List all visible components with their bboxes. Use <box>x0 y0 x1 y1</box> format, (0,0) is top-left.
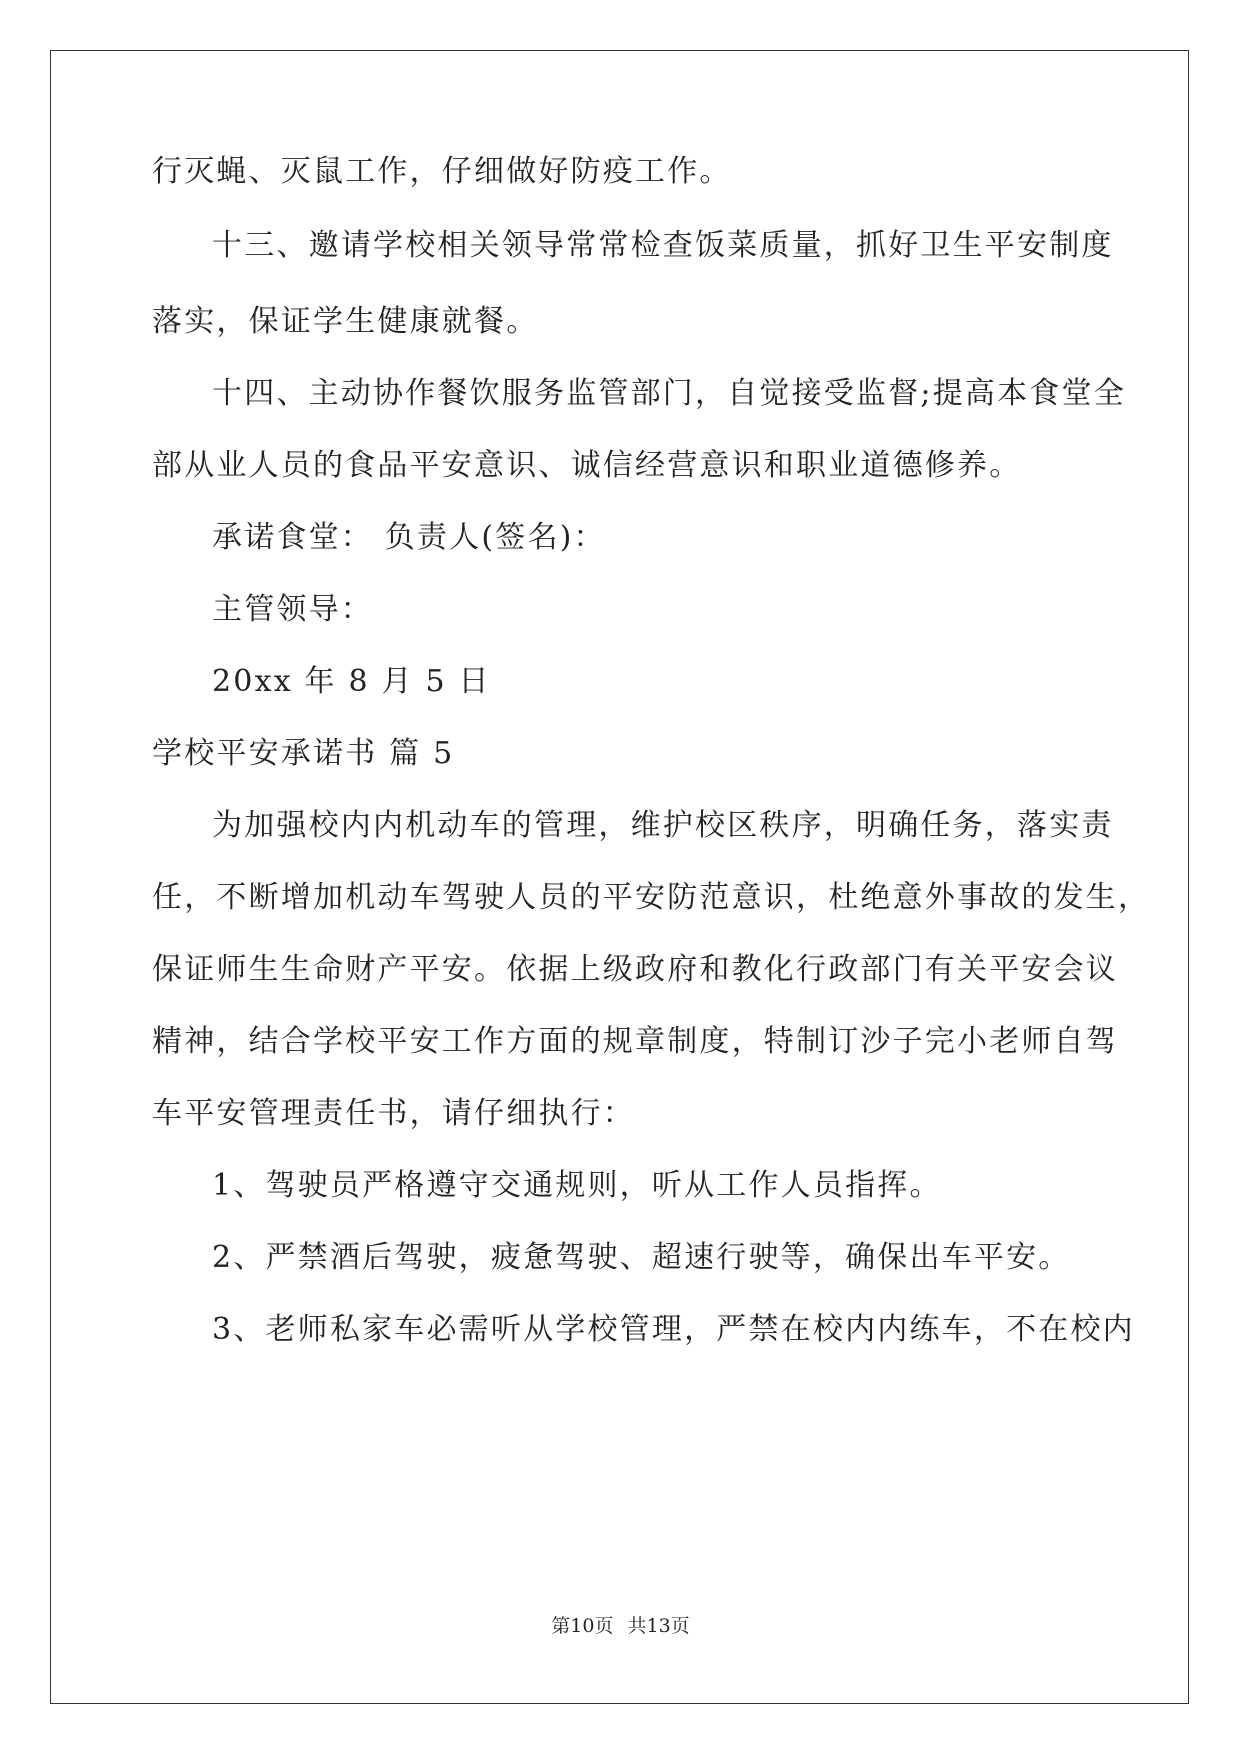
page-total: 共13页 <box>627 1615 690 1637</box>
list-item: 1、驾驶员严格遵守交通规则，听从工作人员指挥。 <box>212 1168 942 1203</box>
page-footer <box>0 1614 1241 1638</box>
paragraph-line: 十四、主动协作餐饮服务监管部门，自觉接受监督;提高本食堂全 <box>212 376 1126 411</box>
supervisor-line: 主管领导： <box>212 592 373 627</box>
paragraph-line: 车平安管理责任书，请仔细执行： <box>152 1096 635 1131</box>
paragraph-line: 十三、邀请学校相关领导常常检查饭菜质量，抓好卫生平安制度 <box>212 228 1114 263</box>
list-item: 2、严禁酒后驾驶，疲惫驾驶、超速行驶等，确保出车平安。 <box>212 1240 1071 1275</box>
paragraph-line: 部从业人员的食品平安意识、诚信经营意识和职业道德修养。 <box>152 448 1022 483</box>
signature-line: 承诺食堂： 负责人(签名)： <box>212 520 606 555</box>
paragraph-line: 精神，结合学校平安工作方面的规章制度，特制订沙子完小老师自驾 <box>152 1024 1118 1059</box>
paragraph-line: 行灭蝇、灭鼠工作，仔细做好防疫工作。 <box>152 154 732 189</box>
list-item: 3、老师私家车必需听从学校管理，严禁在校内内练车，不在校内 <box>212 1312 1135 1347</box>
page-border <box>50 50 1189 1704</box>
page-number: 第10页 <box>551 1615 614 1637</box>
date-line: 20xx 年 8 月 5 日 <box>212 664 491 699</box>
paragraph-line: 保证师生生命财产平安。依据上级政府和教化行政部门有关平安会议 <box>152 952 1118 987</box>
paragraph-line: 为加强校内内机动车的管理，维护校区秩序，明确任务，落实责 <box>212 808 1114 843</box>
section-heading: 学校平安承诺书 篇 5 <box>152 736 455 771</box>
paragraph-line: 落实，保证学生健康就餐。 <box>152 304 539 339</box>
paragraph-line: 任，不断增加机动车驾驶人员的平安防范意识，杜绝意外事故的发生， <box>152 880 1151 915</box>
